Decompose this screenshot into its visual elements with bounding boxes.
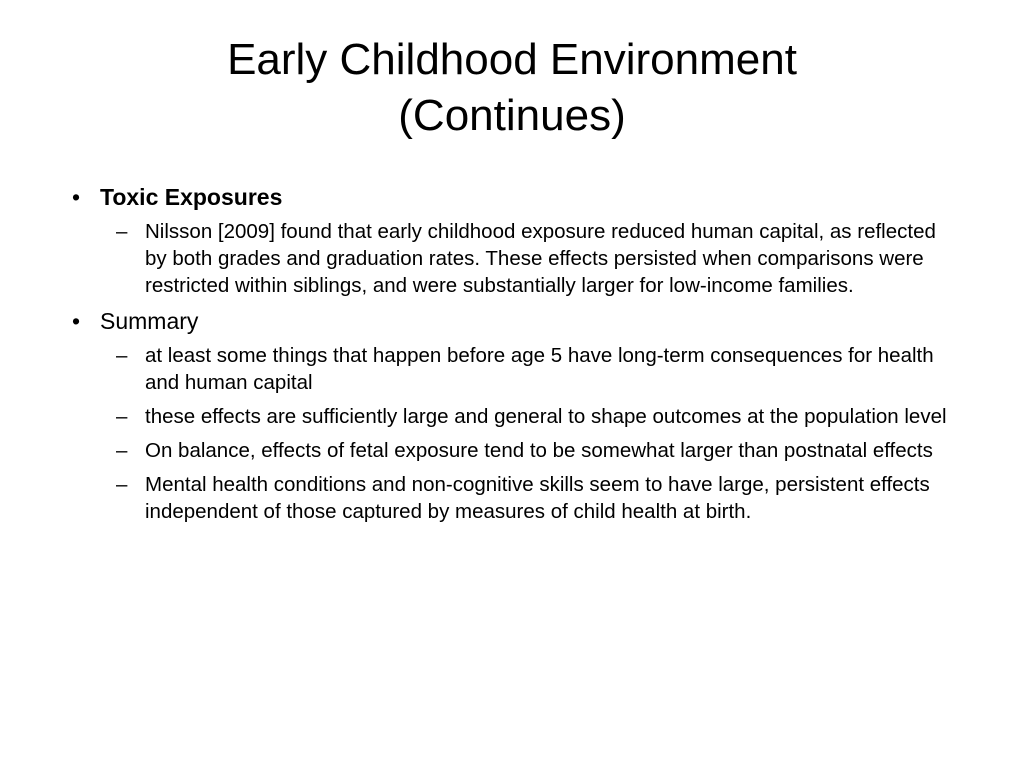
sub-bullet [72, 403, 972, 430]
dash-icon: – [116, 344, 128, 367]
dash-icon: – [116, 473, 128, 496]
bullet-summary [72, 306, 972, 336]
slide-title [80, 32, 944, 144]
sub-bullet [72, 437, 972, 464]
dash-icon: – [116, 439, 128, 462]
slide-body [72, 182, 972, 532]
dash-icon: – [116, 405, 128, 428]
bullet-heading: Summary [100, 308, 199, 334]
dash-icon: – [116, 220, 128, 243]
slide-title-line-2: (Continues) [398, 91, 626, 140]
slide-title-line-1: Early Childhood Environment [227, 35, 797, 84]
sub-bullet-text: Mental health conditions and non-cognitive skills seem to have large, persistent effects independent of those captured by measures of child health at birth. [145, 473, 930, 523]
sub-bullet-text: Nilsson [2009] found that early childhood exposure reduced human capital, as reflected by both grades and graduation rates. These effects persisted when comparisons were restricted within siblings, and were substantially larger for low-income families. [145, 220, 936, 297]
sub-bullet-text: at least some things that happen before age 5 have long-term consequences for health and human capital [145, 344, 934, 394]
bullet-icon: • [72, 308, 81, 334]
sub-bullet [72, 342, 972, 396]
bullet-heading: Toxic Exposures [100, 184, 283, 210]
bullet-toxic-exposures [72, 182, 972, 212]
sub-bullet [72, 218, 972, 299]
bullet-icon: • [72, 184, 81, 210]
sub-bullet-text: these effects are sufficiently large and general to shape outcomes at the population level [145, 405, 947, 428]
sub-bullet [72, 471, 972, 525]
sub-bullet-text: On balance, effects of fetal exposure tend to be somewhat larger than postnatal effects [145, 439, 933, 462]
